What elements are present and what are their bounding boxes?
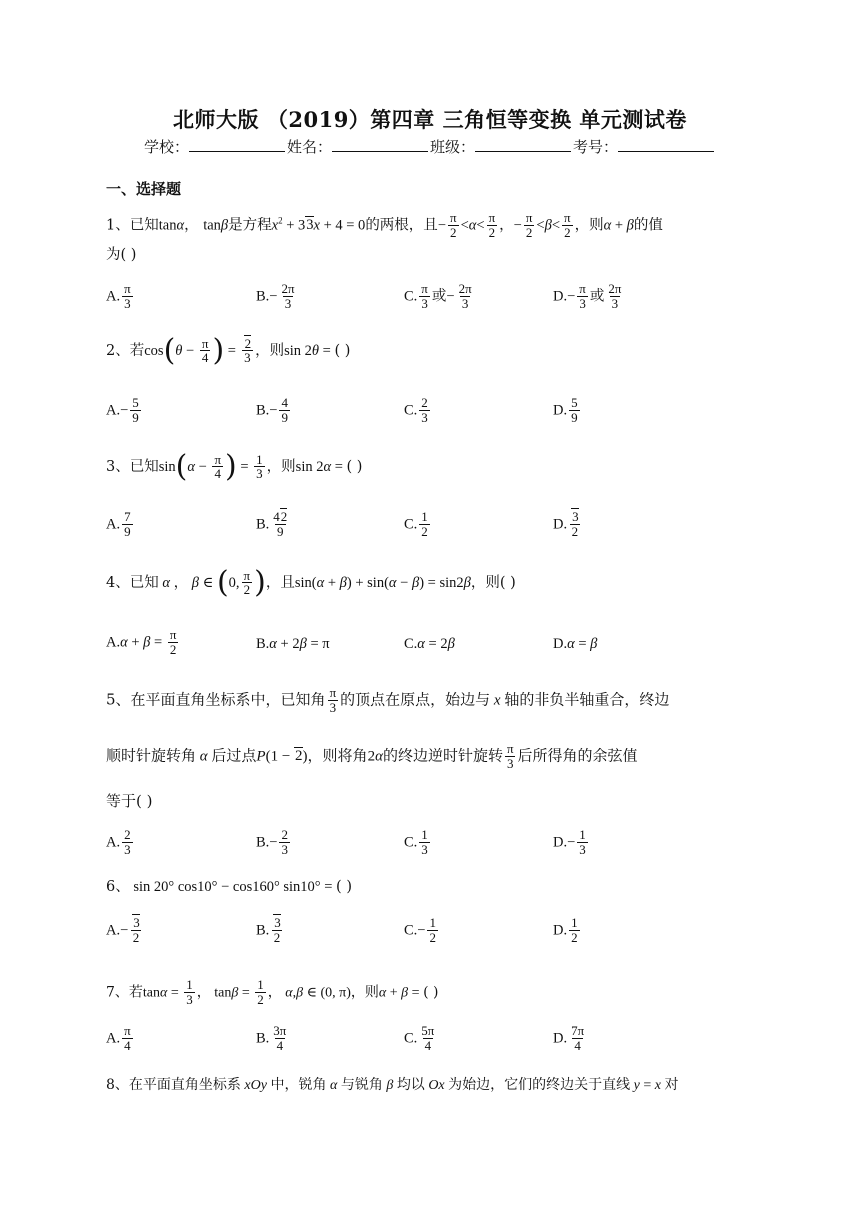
question-text: 在平面直角坐标系中，已知角 bbox=[130, 690, 326, 709]
q5-option-a[interactable]: A. $\frac{2}{3}$ bbox=[106, 827, 131, 857]
q2-option-b[interactable]: B.− $\frac{4}{9}$ bbox=[256, 395, 288, 425]
question-text: ， bbox=[499, 217, 514, 234]
fraction: $\frac{\pi}{2}$ bbox=[564, 210, 571, 240]
option-label: C. bbox=[404, 922, 418, 939]
option-label: D. bbox=[553, 516, 568, 533]
exam-number-label: 考号： bbox=[573, 138, 619, 156]
question-8: 8、在平面直角坐标系 xOy 中，锐角 α 与锐角 β 均以 Ox 为始边，它们的终边关于直线 y = x 对 bbox=[106, 1077, 679, 1093]
question-text: ，则 bbox=[255, 343, 285, 359]
question-1-cont: 为( ) bbox=[106, 247, 137, 263]
question-number: 7、 bbox=[106, 984, 129, 1001]
q4-option-a[interactable]: A.α + β = $\frac{\pi}{2}$ bbox=[106, 627, 177, 657]
question-number: 8、 bbox=[106, 1077, 129, 1093]
question-text: 已知 bbox=[129, 575, 159, 591]
option-label: B. bbox=[256, 516, 270, 533]
q3-option-b[interactable]: B. $\frac{42}{9}$ bbox=[256, 509, 288, 539]
question-text: 后所得角的余弦值 bbox=[517, 746, 638, 765]
q1-option-b[interactable]: B.− $\frac{2\pi}{3}$ bbox=[256, 281, 295, 311]
option-label: C. bbox=[404, 834, 418, 851]
option-label: C. bbox=[404, 516, 418, 533]
option-label: D. bbox=[553, 834, 568, 851]
question-text: ， bbox=[173, 575, 189, 591]
question-text: 的两根，且 bbox=[365, 217, 438, 234]
fraction: $\frac{\pi}{2}$ bbox=[488, 210, 496, 240]
q7-option-a[interactable]: A. $\frac{\pi}{4}$ bbox=[106, 1023, 131, 1053]
option-label: B. bbox=[256, 288, 270, 305]
question-4: 4、已知 α ， β ∈ (0, $\frac{\pi}{2}$ )，且sin(α + β) + sin(α − β) = sin2β，则( ) bbox=[106, 565, 516, 600]
question-3: 3、已知sin(α − $\frac{\pi}{4}$ ) = $\frac{1}{3}$ ，则sin 2α = ( ) bbox=[106, 449, 363, 484]
q5-option-b[interactable]: B.− $\frac{2}{3}$ bbox=[256, 827, 288, 857]
question-text: 的值 bbox=[633, 217, 663, 234]
question-text: 若 bbox=[128, 984, 143, 1001]
question-text: ， bbox=[267, 984, 282, 1001]
page-title: 北师大版 （2019）第四章 三角恒等变换 单元测试卷 bbox=[173, 107, 687, 132]
option-label: B. bbox=[256, 402, 270, 419]
question-text: ，则( ) bbox=[470, 575, 516, 591]
question-text: 对 bbox=[664, 1077, 679, 1093]
question-text: 在平面直角坐标系 bbox=[128, 1077, 241, 1093]
question-text: ( ) bbox=[334, 343, 351, 359]
question-number: 3、 bbox=[106, 459, 130, 475]
option-label: A. bbox=[106, 402, 121, 419]
question-text: 与锐角 bbox=[340, 1077, 383, 1093]
question-number: 4、 bbox=[106, 575, 130, 591]
q2-option-a[interactable]: A.− $\frac{5}{9}$ bbox=[106, 395, 139, 425]
question-7: 7、若tanα = $\frac{1}{3}$ ， tanβ = $\frac{1}{2}$ ， α,β ∈ (0, π)，则α + β = ( ) bbox=[106, 977, 439, 1007]
question-text: 轴的非负半轴重合，终边 bbox=[504, 690, 670, 709]
option-label: A. bbox=[106, 516, 121, 533]
question-5-line-2: 顺时针旋转角 α 后过点P(1 − 2)，则将角2α的终边逆时针旋转 $\frac{\pi}{3}$ 后所得角的余弦值 bbox=[106, 741, 638, 771]
class-label: 班级： bbox=[430, 138, 476, 156]
option-label: D. bbox=[553, 636, 568, 652]
question-5: 5、在平面直角坐标系中，已知角 $\frac{\pi}{3}$ 的顶点在原点，始边与 x 轴的非负半轴重合，终边 bbox=[106, 685, 670, 715]
question-text: 已知 bbox=[129, 217, 159, 234]
q2-option-d[interactable]: D. $\frac{5}{9}$ bbox=[553, 395, 578, 425]
school-label: 学校： bbox=[143, 138, 189, 156]
option-label: A. bbox=[106, 1030, 121, 1047]
question-text: 若 bbox=[129, 343, 145, 359]
question-2: 2、若cos(θ − $\frac{\pi}{4}$ ) = $\frac{2}{3}$ ，则sin 2θ = ( ) bbox=[106, 333, 351, 368]
option-label: D. bbox=[553, 922, 568, 939]
option-label: B. bbox=[256, 834, 270, 851]
q1-option-a[interactable]: A. $\frac{\pi}{3}$ bbox=[106, 281, 131, 311]
question-text: ( ) bbox=[346, 459, 363, 475]
question-number: 1、 bbox=[106, 217, 130, 234]
option-label: A. bbox=[106, 634, 121, 651]
q3-option-d[interactable]: D. $\frac{3}{2}$ bbox=[553, 509, 579, 539]
option-label: C. bbox=[404, 636, 418, 652]
option-label: B. bbox=[256, 1030, 270, 1047]
option-label: D. bbox=[553, 1030, 568, 1047]
option-label: C. bbox=[404, 288, 418, 305]
question-text: ，且 bbox=[265, 575, 295, 591]
q1-option-c[interactable]: C. $\frac{\pi}{3}$ 或− $\frac{2\pi}{3}$ bbox=[404, 281, 472, 311]
question-text: 是方程 bbox=[228, 217, 272, 234]
option-label: C. bbox=[404, 402, 418, 419]
q6-option-d[interactable]: D. $\frac{1}{2}$ bbox=[553, 915, 578, 945]
fraction: $\frac{\pi}{2}$ bbox=[450, 210, 457, 240]
q7-option-c[interactable]: C. $\frac{5\pi}{4}$ bbox=[404, 1023, 435, 1053]
q1-option-d[interactable]: D.− $\frac{\pi}{3}$ 或 $\frac{2\pi}{3}$ bbox=[553, 281, 622, 311]
q7-option-b[interactable]: B. $\frac{3\pi}{4}$ bbox=[256, 1023, 287, 1053]
option-label: D. bbox=[553, 402, 568, 419]
question-text: 的终边逆时针旋转 bbox=[382, 746, 503, 765]
option-label: B. bbox=[256, 636, 270, 652]
question-number: 2、 bbox=[106, 343, 130, 359]
q3-option-a[interactable]: A. $\frac{7}{9}$ bbox=[106, 509, 131, 539]
question-number: 6、 bbox=[106, 879, 130, 895]
question-text: 已知 bbox=[129, 459, 159, 475]
question-text: ( ) bbox=[423, 984, 439, 1001]
question-text: 后过点 bbox=[211, 746, 257, 765]
question-text: ，则 bbox=[266, 459, 296, 475]
option-label: A. bbox=[106, 288, 121, 305]
question-text: ，则将角 bbox=[307, 746, 368, 765]
section-heading: 一、选择题 bbox=[106, 180, 182, 198]
q4-option-c[interactable]: C.α = 2β bbox=[404, 636, 455, 652]
question-text: 的顶点在原点，始边与 bbox=[340, 690, 491, 709]
q5-option-d[interactable]: D.− $\frac{1}{3}$ bbox=[553, 827, 586, 857]
fraction: $\frac{\pi}{2}$ bbox=[525, 210, 533, 240]
name-label: 姓名： bbox=[286, 138, 332, 156]
q6-option-c[interactable]: C.− $\frac{1}{2}$ bbox=[404, 915, 436, 945]
question-number: 5、 bbox=[106, 690, 131, 709]
student-info-line bbox=[0, 136, 860, 157]
question-text: 为始边，它们的终边关于直线 bbox=[448, 1077, 631, 1093]
question-1: 1、已知tanα， tanβ是方程$x^2 + 33x + 4 = 0$的两根，且− $\frac{\pi}{2}$ <α< $\frac{\pi}{2}$ ，− $\frac{\pi}{2}$ <β< $\frac{\pi}{2}$ ，则α + β的值 bbox=[106, 210, 663, 240]
or-text: 或 bbox=[589, 288, 605, 305]
school-blank[interactable] bbox=[189, 137, 285, 152]
q5-option-c[interactable]: C. $\frac{1}{3}$ bbox=[404, 827, 428, 857]
option-label: B. bbox=[256, 922, 270, 939]
question-text: 顺时针旋转角 bbox=[106, 746, 197, 765]
question-text: ， bbox=[184, 217, 199, 234]
question-text: ，则 bbox=[574, 217, 604, 234]
q6-option-b[interactable]: B. $\frac{3}{2}$ bbox=[256, 915, 281, 945]
question-text: ( ) bbox=[336, 879, 352, 895]
or-text: 或 bbox=[431, 288, 447, 305]
option-label: C. bbox=[404, 1030, 418, 1047]
q4-option-d[interactable]: D.α = β bbox=[553, 636, 598, 652]
question-6: 6、 sin 20° cos10° − cos160° sin10° = ( ) bbox=[106, 879, 352, 895]
q2-option-c[interactable]: C. $\frac{2}{3}$ bbox=[404, 395, 428, 425]
exam-number-blank[interactable] bbox=[618, 137, 714, 152]
q3-option-c[interactable]: C. $\frac{1}{2}$ bbox=[404, 509, 428, 539]
option-label: D. bbox=[553, 288, 568, 305]
question-text: 均以 bbox=[396, 1077, 425, 1093]
question-5-line-3: 等于( ) bbox=[106, 792, 153, 810]
question-text: ， bbox=[196, 984, 211, 1001]
name-blank[interactable] bbox=[332, 137, 428, 152]
q7-option-d[interactable]: D. $\frac{7\pi}{4}$ bbox=[553, 1023, 585, 1053]
question-text: ，则 bbox=[350, 984, 379, 1001]
question-text: 中，锐角 bbox=[270, 1077, 327, 1093]
q6-option-a[interactable]: A.− $\frac{3}{2}$ bbox=[106, 915, 140, 945]
q4-option-b[interactable]: B.α + 2β = π bbox=[256, 636, 330, 652]
option-label: A. bbox=[106, 922, 121, 939]
option-label: A. bbox=[106, 834, 121, 851]
class-blank[interactable] bbox=[475, 137, 571, 152]
